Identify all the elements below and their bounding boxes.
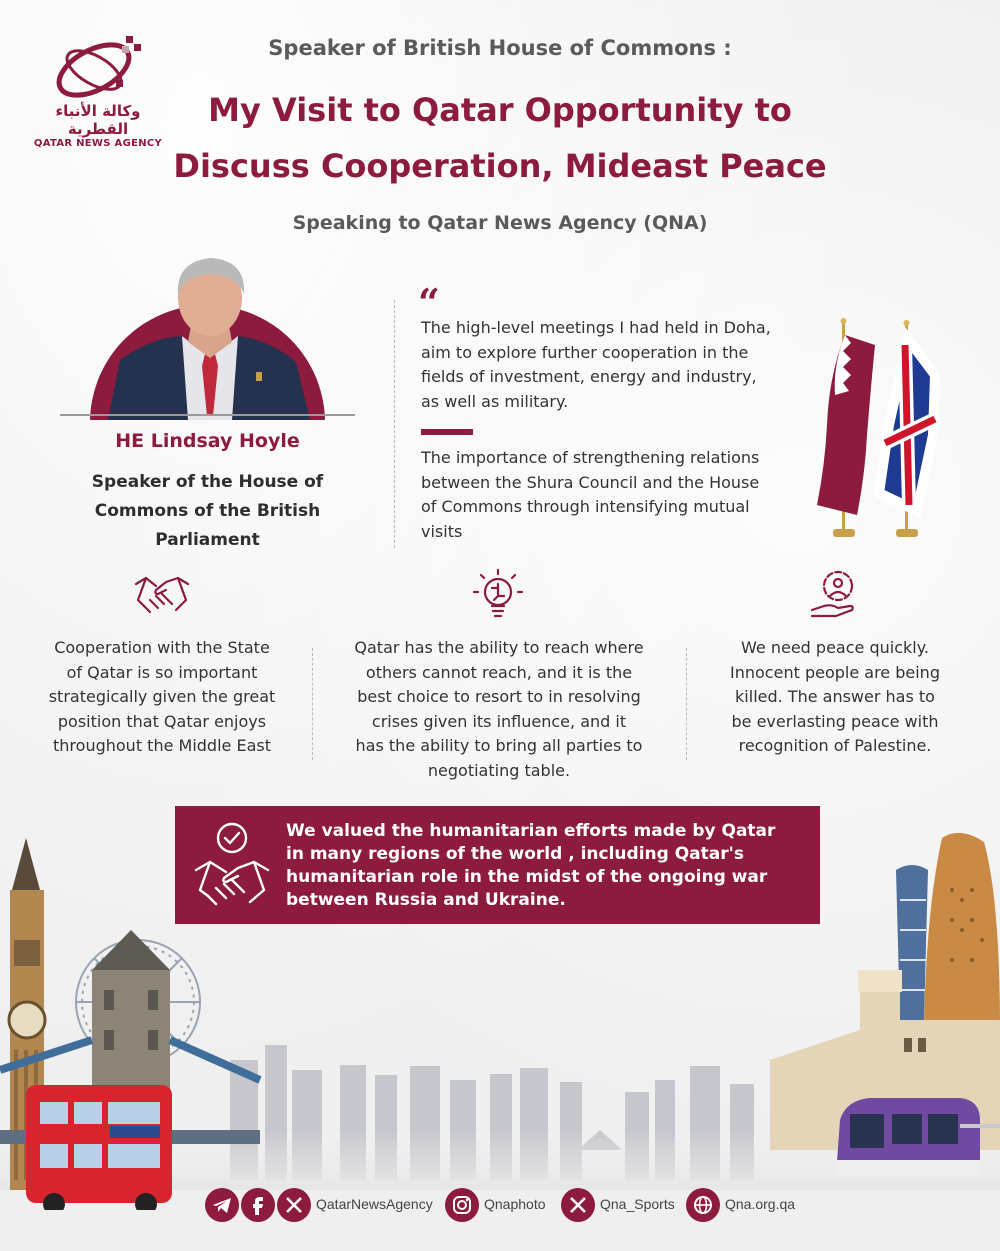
column-2-line: Qatar has the ability to reach where: [354, 638, 644, 657]
role-line-1: Speaker of the House of: [91, 472, 324, 492]
banner-line: We valued the humanitarian efforts made by Qatar: [286, 821, 776, 841]
column-2-line: negotiating table.: [427, 760, 571, 780]
quote-divider: [394, 300, 395, 548]
banner-text: [286, 820, 794, 912]
column-3-line: recognition of Palestine.: [738, 736, 932, 755]
column-3-line: We need peace quickly.: [741, 638, 929, 657]
column-2-line: best choice to resort to in resolving: [357, 687, 641, 706]
x-icon-glyph: [561, 1188, 595, 1222]
quote-1-line: as well as military.: [421, 391, 569, 411]
quote-mark-icon: “: [418, 280, 440, 325]
handle-qatarnewsagency[interactable]: QatarNewsAgency: [316, 1196, 433, 1212]
telegram-icon[interactable]: [205, 1188, 239, 1222]
social-footer: [0, 1188, 1000, 1228]
column-1-line: throughout the Middle East: [53, 736, 271, 755]
column-3-text: [700, 636, 970, 759]
quote-2-line: visits: [421, 521, 463, 541]
column-3-line: be everlasting peace with: [731, 711, 939, 731]
speaker-name: HE Lindsay Hoyle: [115, 430, 300, 452]
lightbulb-puzzle-icon: [468, 566, 528, 622]
column-3-line: killed. The answer has to: [735, 687, 935, 706]
handle-qnaphoto[interactable]: Qnaphoto: [484, 1196, 546, 1212]
quote-2-line: between the Shura Council and the House: [421, 472, 760, 492]
facebook-icon[interactable]: [241, 1188, 275, 1222]
column-1-line: position that Qatar enjoys: [57, 711, 267, 731]
telegram-icon-glyph: [205, 1188, 239, 1222]
page-title: [150, 82, 850, 194]
instagram-icon-glyph: [445, 1188, 479, 1222]
quote-separator-bar: [421, 429, 473, 435]
quote-2-line: of Commons through intensifying mutual: [421, 497, 750, 516]
title-line-1: My Visit to Qatar Opportunity to: [208, 91, 792, 129]
quote-1-line: aim to explore further cooperation in the: [421, 342, 749, 362]
speaker-portrait: [60, 250, 360, 420]
column-1-line: Cooperation with the State: [54, 638, 270, 657]
column-separator: [686, 648, 687, 760]
column-2-line: others cannot reach, and it is the: [365, 662, 633, 682]
x-icon-glyph: [277, 1188, 311, 1222]
column-3-line: Innocent people are being: [730, 662, 940, 682]
column-2-line: crises given its influence, and it: [371, 711, 627, 731]
facebook-icon-glyph: [241, 1188, 275, 1222]
globe-icon[interactable]: [686, 1188, 720, 1222]
title-line-2: Discuss Cooperation, Mideast Peace: [173, 147, 827, 185]
speaker-photo-illustration: [60, 250, 360, 420]
portrait-divider: [60, 414, 355, 416]
banner-line: in many regions of the world , including Qatar's: [286, 844, 744, 864]
quote-2: [421, 446, 791, 544]
quote-2-line: The importance of strengthening relations: [421, 448, 760, 467]
handshake-check-icon: [192, 818, 272, 910]
logo-english-text: QATAR NEWS AGENCY: [33, 138, 163, 149]
x-twitter-sports-icon[interactable]: [561, 1188, 595, 1222]
handle-qna-sports[interactable]: Qna_Sports: [600, 1196, 675, 1212]
instagram-icon[interactable]: [445, 1188, 479, 1222]
qna-logo: [28, 32, 168, 152]
qatar-uk-flags-illustration: [805, 315, 945, 545]
banner-line: between Russia and Ukraine.: [286, 890, 566, 910]
role-line-2: Commons of the British: [94, 501, 321, 521]
quote-1: [421, 316, 791, 414]
role-line-3: Parliament: [155, 530, 260, 550]
website-link[interactable]: Qna.org.qa: [725, 1196, 796, 1212]
subtitle: Speaking to Qatar News Agency (QNA): [292, 212, 708, 234]
x-twitter-icon[interactable]: [277, 1188, 311, 1222]
gear-hand-icon: [806, 566, 866, 622]
column-separator: [312, 648, 313, 760]
column-2-line: has the ability to bring all parties to: [355, 736, 643, 755]
column-1-line: of Qatar is so important: [66, 662, 258, 682]
quote-1-line: The high-level meetings I had held in Doha,: [421, 318, 771, 337]
logo-arabic-text: وكالة الأنباء القطرية: [55, 102, 141, 138]
qna-logo-icon: [50, 32, 146, 100]
column-2-text: [334, 636, 664, 783]
globe-icon-glyph: [686, 1188, 720, 1222]
column-1-line: strategically given the great: [48, 687, 276, 706]
column-1-text: [27, 636, 297, 759]
speaker-role: [80, 468, 335, 555]
quote-1-line: fields of investment, energy and industry,: [421, 367, 757, 386]
handshake-icon: [132, 566, 192, 622]
kicker-heading: Speaker of British House of Commons :: [268, 36, 732, 60]
banner-line: humanitarian role in the midst of the ongoing war: [286, 867, 768, 887]
